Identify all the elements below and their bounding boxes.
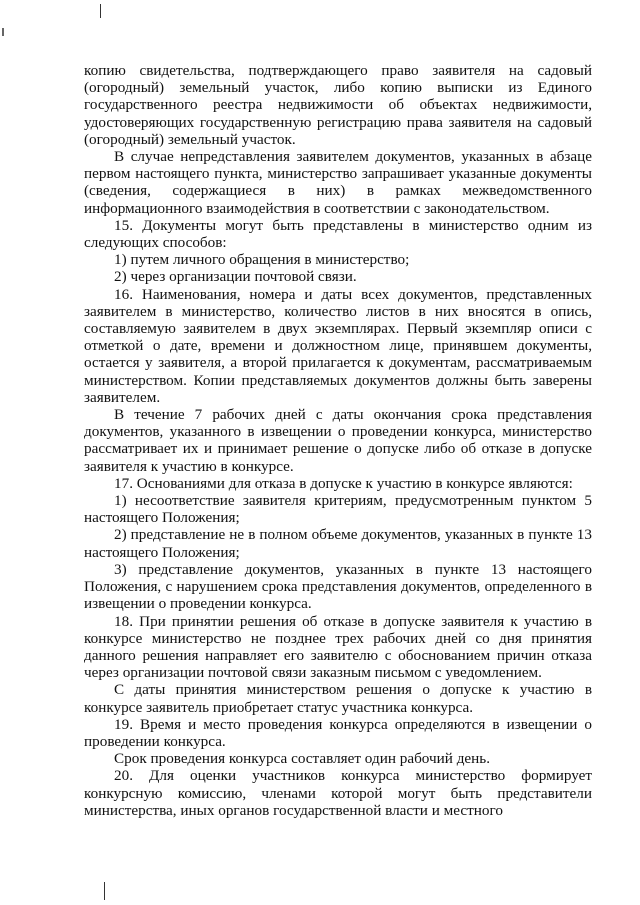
paragraph-continuation: копию свидетельства, подтверждающего право заявителя на садовый (огородный) земельный участок, либо копию выписки из Единого государственного реестра недвижимости об объектах недвижимости, удостоверяющих государственную регистрацию права заявителя на садовый (огородный) земельный участок. [84,62,592,148]
paragraph-subitem: 1) путем личного обращения в министерство; [114,251,410,269]
paragraph: В случае непредставления заявителем документов, указанных в абзаце первом настоящего пункта, министерство запрашивает указанные документы (сведения, содержащиеся в них) в рамках межведомственного информационного взаимодействия в соответствии с законодательством. [84,148,592,217]
paragraph-item-15: 15. Документы могут быть представлены в министерство одним из следующих способов: [84,216,592,252]
document-body [84,62,592,819]
scan-artifact-top [100,4,101,18]
paragraph-subitem: 2) через организации почтовой связи. [114,268,357,286]
paragraph-subitem: 1) несоответствие заявителя критериям, предусмотренным пунктом 5 настоящего Положения; [84,492,592,527]
paragraph-item-16: 16. Наименования, номера и даты всех документов, представленных заявителем в министерство, количество листов в них вносятся в опись, составляемую заявителем в двух экземплярах. Первый экземпляр описи с отметкой о дате, времени и должностном лице, принявшем документы, остается у заявителя, а второй прилагается к документам, рассматриваемым министерством. Копии представляемых документов должны быть заверены заявителем. [84,285,592,406]
paragraph: В течение 7 рабочих дней с даты окончания срока представления документов, указанного в извещении о проведении конкурса, министерство рассматривает их и принимает решение о допуске либо об отказе в допуске заявителя к участию в конкурсе. [84,406,592,475]
paragraph: С даты принятия министерством решения о допуске к участию в конкурсе заявитель приобретает статус участника конкурса. [84,681,592,716]
scan-artifact-bottom [104,882,105,900]
paragraph-item-19: 19. Время и место проведения конкурса определяются в извещении о проведении конкурса. [84,715,592,750]
paragraph-item-17: 17. Основаниями для отказа в допуске к участию в конкурсе являются: [114,474,573,492]
paragraph-subitem: 2) представление не в полном объеме документов, указанных в пункте 13 настоящего Положения; [84,526,592,561]
scan-artifact-left [2,28,4,36]
paragraph: Срок проведения конкурса составляет один рабочий день. [114,750,491,768]
paragraph-subitem: 3) представление документов, указанных в пункте 13 настоящего Положения, с нарушением срока представления документов, определенного в извещении о проведении конкурса. [84,560,592,613]
paragraph-item-18: 18. При принятии решения об отказе в допуске заявителя к участию в конкурсе министерство не позднее трех рабочих дней со дня принятия данного решения направляет его заявителю с обоснованием причин отказа через организации почтовой связи заказным письмом с уведомлением. [84,612,592,682]
paragraph-item-20: 20. Для оценки участников конкурса министерство формирует конкурсную комиссию, членами которой могут быть представители министерства, иных органов государственной власти и местного [84,767,592,819]
